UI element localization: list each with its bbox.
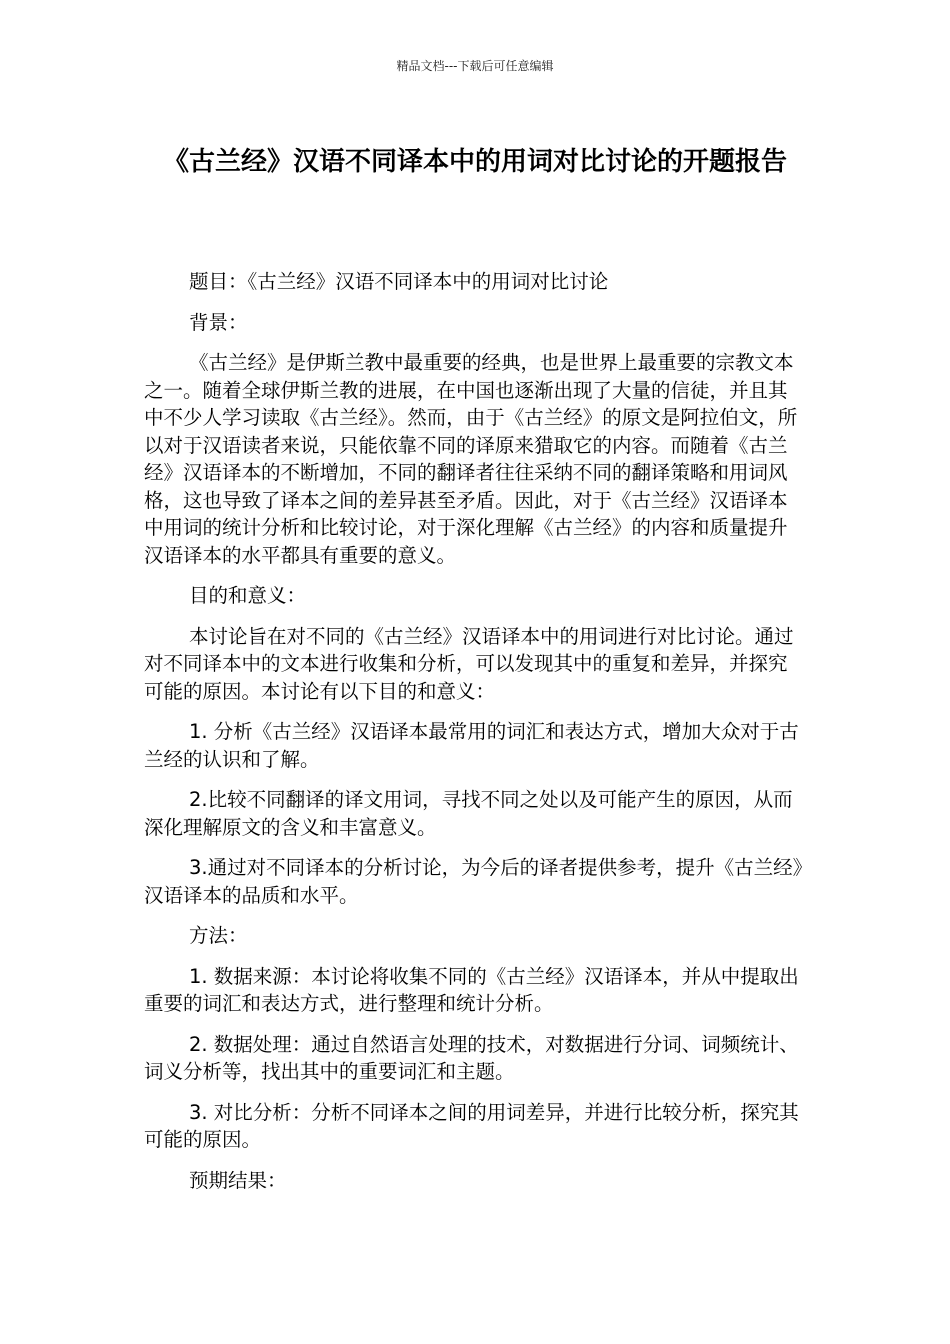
- method-item: 2. 数据处理：通过自然语言处理的技术，对数据进行分词、词频统计、词义分析等，找出其中的重要词汇和主题。: [144, 1032, 799, 1083]
- document-title: 《古兰经》汉语不同译本中的用词对比讨论的开题报告: [162, 147, 787, 177]
- purpose-item: 1. 分析《古兰经》汉语译本最常用的词汇和表达方式，增加大众对于古兰经的认识和了解。: [144, 720, 799, 771]
- method-item: 1. 数据来源：本讨论将收集不同的《古兰经》汉语译本，并从中提取出重要的词汇和表达方式，进行整理和统计分析。: [144, 964, 799, 1015]
- purpose-intro-paragraph: 本讨论旨在对不同的《古兰经》汉语译本中的用词进行对比讨论。通过对不同译本中的文本进行收集和分析，可以发现其中的重复和差异，并探究可能的原因。本讨论有以下目的和意义：: [144, 624, 794, 703]
- background-label: 背景：: [189, 310, 248, 334]
- purpose-item: 2.比较不同翻译的译文用词，寻找不同之处以及可能产生的原因，从而深化理解原文的含义和丰富意义。: [144, 788, 793, 839]
- purpose-label: 目的和意义：: [189, 584, 307, 607]
- topic-line: 题目：《古兰经》汉语不同译本中的用词对比讨论: [189, 270, 609, 293]
- header-note: 精品文档---下载后可任意编辑: [396, 59, 554, 73]
- method-item: 3. 对比分析：分析不同译本之间的用词差异，并进行比较分析，探究其可能的原因。: [144, 1100, 799, 1151]
- expected-results-label: 预期结果：: [189, 1168, 287, 1192]
- purpose-item: 3.通过对不同译本的分析讨论，为今后的译者提供参考，提升《古兰经》汉语译本的品质和水平。: [144, 856, 803, 907]
- method-label: 方法：: [189, 924, 248, 947]
- background-paragraph: 《古兰经》是伊斯兰教中最重要的经典，也是世界上最重要的宗教文本之一。随着全球伊斯兰教的进展，在中国也逐渐出现了大量的信徒，并且其中不少人学习读取《古兰经》。然而，由于《古兰经》的原文是阿拉伯文，所以对于汉语读者来说，只能依靠不同的译原来猎取它的内容。而随着《古兰经》汉语译本的不断增加，不同的翻译者往往采纳不同的翻译策略和用词风格，这也导致了译本之间的差异甚至矛盾。因此，对于《古兰经》汉语译本中用词的统计分析和比较讨论，对于深化理解《古兰经》的内容和质量提升汉语译本的水平都具有重要的意义。: [144, 351, 798, 567]
- document-body: [144, 268, 806, 1207]
